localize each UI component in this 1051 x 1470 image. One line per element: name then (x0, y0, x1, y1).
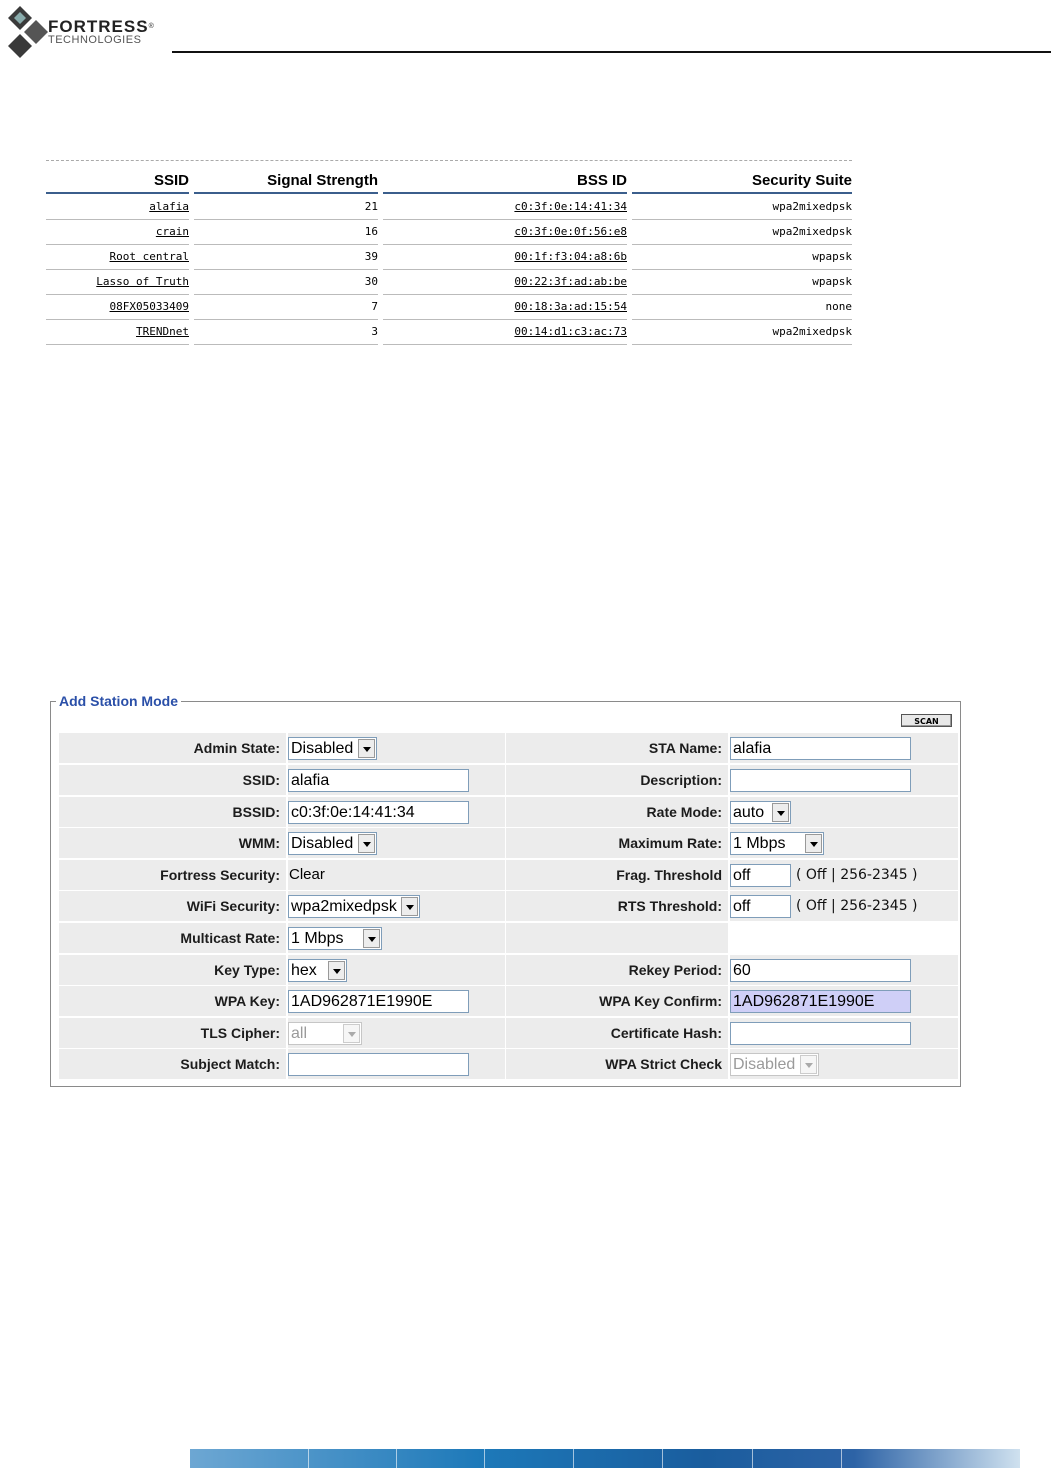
table-row (46, 320, 852, 345)
signal-value: 7 (194, 295, 378, 320)
frag-threshold-label: Frag. Threshold (506, 860, 728, 890)
dashed-divider (46, 160, 852, 161)
chevron-down-icon (772, 803, 789, 822)
ssid-link[interactable]: Lasso of Truth (96, 275, 189, 288)
wifi-security-label: WiFi Security: (59, 891, 286, 921)
tls-cipher-label: TLS Cipher: (59, 1018, 286, 1048)
bssid-link[interactable]: 00:22:3f:ad:ab:be (514, 275, 627, 288)
wpa-key-input[interactable] (288, 990, 469, 1013)
signal-value: 21 (194, 195, 378, 220)
wpa-key-confirm-input[interactable] (730, 990, 911, 1013)
sta-name-label: STA Name: (506, 733, 728, 763)
admin-state-select[interactable]: Disabled (288, 737, 377, 760)
table-row (46, 195, 852, 220)
frag-threshold-input[interactable] (730, 864, 791, 887)
rekey-period-label: Rekey Period: (506, 955, 728, 985)
wpa-key-label: WPA Key: (59, 986, 286, 1016)
chevron-down-icon (343, 1024, 360, 1043)
bssid-input[interactable] (288, 801, 469, 824)
ssid-link[interactable]: alafia (149, 200, 189, 213)
certificate-hash-input[interactable] (730, 1022, 911, 1045)
chevron-down-icon (358, 739, 375, 758)
ssid-link[interactable]: Root central (109, 250, 189, 263)
security-value: none (632, 295, 852, 320)
chevron-down-icon (363, 929, 380, 948)
table-row (46, 220, 852, 245)
bssid-link[interactable]: c0:3f:0e:14:41:34 (514, 200, 627, 213)
rate-mode-select[interactable]: auto (730, 801, 791, 824)
header-rule (172, 51, 1051, 53)
chevron-down-icon (401, 897, 418, 916)
scan-results-table (46, 170, 852, 345)
signal-value: 3 (194, 320, 378, 345)
col-signal-strength: Signal Strength (194, 170, 378, 194)
subject-match-input[interactable] (288, 1053, 469, 1076)
col-bss-id: BSS ID (383, 170, 627, 194)
scan-results (46, 160, 852, 345)
key-type-select[interactable]: hex (288, 959, 347, 982)
admin-state-label: Admin State: (59, 733, 286, 763)
maximum-rate-select[interactable]: 1 Mbps (730, 832, 824, 855)
wifi-security-select[interactable]: wpa2mixedpsk (288, 895, 420, 918)
bssid-link[interactable]: 00:18:3a:ad:15:54 (514, 300, 627, 313)
description-label: Description: (506, 765, 728, 795)
ssid-input[interactable] (288, 769, 469, 792)
footer-bar (190, 1449, 1020, 1468)
rekey-period-input[interactable] (730, 959, 911, 982)
bssid-label: BSSID: (59, 797, 286, 827)
frag-threshold-hint: ( Off | 256-2345 ) (796, 867, 918, 883)
bssid-link[interactable]: 00:1f:f3:04:a8:6b (514, 250, 627, 263)
subject-match-label: Subject Match: (59, 1049, 286, 1079)
signal-value: 39 (194, 245, 378, 270)
certificate-hash-label: Certificate Hash: (506, 1018, 728, 1048)
security-value: wpa2mixedpsk (632, 320, 852, 345)
chevron-down-icon (805, 834, 822, 853)
chevron-down-icon (328, 961, 345, 980)
chevron-down-icon (358, 834, 375, 853)
tls-cipher-select: all (288, 1022, 362, 1045)
rts-threshold-hint: ( Off | 256-2345 ) (796, 898, 918, 914)
fortress-logo-icon (6, 4, 50, 60)
table-row (46, 270, 852, 295)
security-value: wpa2mixedpsk (632, 220, 852, 245)
description-input[interactable] (730, 769, 911, 792)
ssid-link[interactable]: TRENDnet (136, 325, 189, 338)
rate-mode-label: Rate Mode: (506, 797, 728, 827)
col-security-suite: Security Suite (632, 170, 852, 194)
rts-threshold-input[interactable] (730, 895, 791, 918)
wpa-strict-check-select: Disabled (730, 1053, 819, 1076)
bssid-link[interactable]: c0:3f:0e:0f:56:e8 (514, 225, 627, 238)
signal-value: 30 (194, 270, 378, 295)
panel-title: Add Station Mode (56, 693, 181, 710)
scan-button[interactable]: SCAN (901, 714, 952, 727)
col-ssid: SSID (46, 170, 189, 194)
bssid-link[interactable]: 00:14:d1:c3:ac:73 (514, 325, 627, 338)
maximum-rate-label: Maximum Rate: (506, 828, 728, 858)
table-row (46, 295, 852, 320)
wpa-key-confirm-label: WPA Key Confirm: (506, 986, 728, 1016)
ssid-label: SSID: (59, 765, 286, 795)
fortress-security-label: Fortress Security: (59, 860, 286, 890)
sta-name-input[interactable] (730, 737, 911, 760)
empty-value (730, 923, 958, 953)
signal-value: 16 (194, 220, 378, 245)
wmm-label: WMM: (59, 828, 286, 858)
ssid-link[interactable]: crain (155, 225, 189, 238)
key-type-label: Key Type: (59, 955, 286, 985)
multicast-rate-label: Multicast Rate: (59, 923, 286, 953)
brand-subtitle: TECHNOLOGIES (48, 34, 142, 46)
wpa-strict-check-label: WPA Strict Check (506, 1049, 728, 1079)
chevron-down-icon (800, 1055, 817, 1074)
ssid-link[interactable]: 08FX05033409 (109, 300, 189, 313)
table-row (46, 245, 852, 270)
empty-label (506, 923, 728, 953)
wmm-select[interactable]: Disabled (288, 832, 377, 855)
security-value: wpapsk (632, 270, 852, 295)
security-value: wpa2mixedpsk (632, 195, 852, 220)
multicast-rate-select[interactable]: 1 Mbps (288, 927, 382, 950)
table-header (46, 170, 852, 195)
fortress-security-value: Clear (289, 866, 325, 883)
add-station-mode-panel (50, 693, 961, 1087)
security-value: wpapsk (632, 245, 852, 270)
rts-threshold-label: RTS Threshold: (506, 891, 728, 921)
brand-name: FORTRESS® (48, 17, 155, 36)
